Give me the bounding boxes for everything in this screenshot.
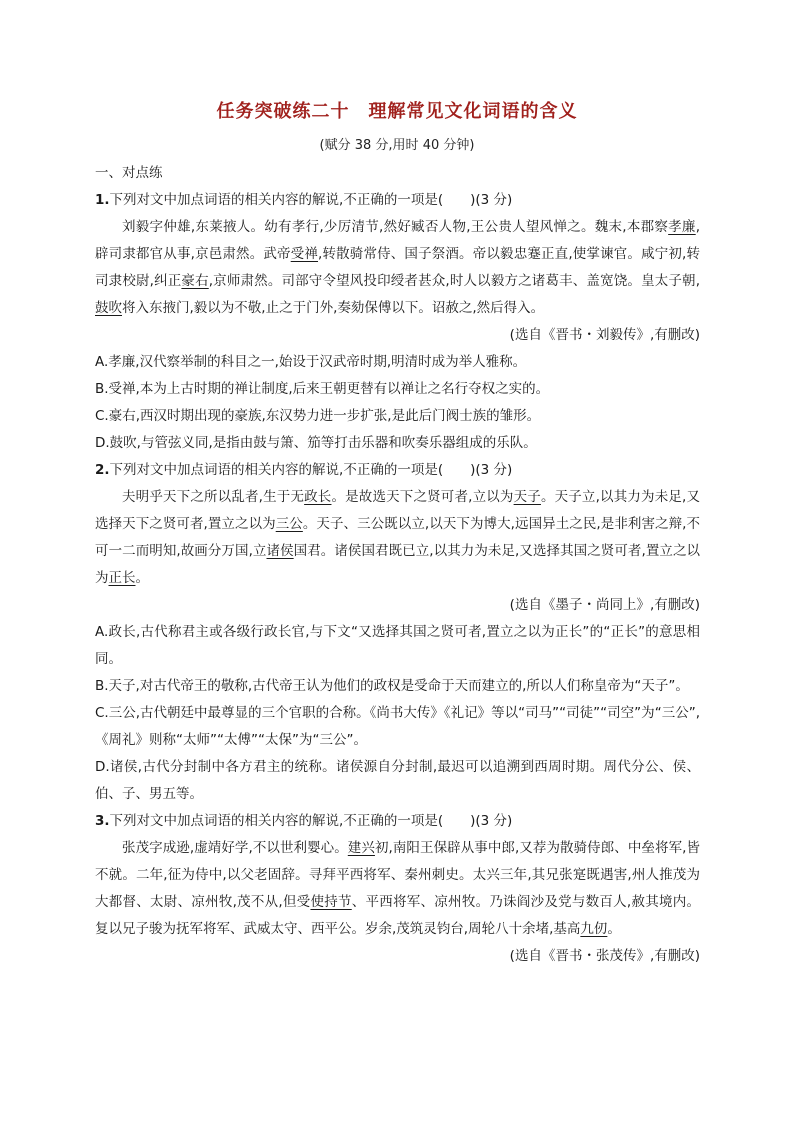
underlined-term: 受禅 [290, 246, 319, 262]
passage-text: 张茂字成逊,虚靖好学,不以世利婴心。 [122, 840, 348, 856]
question-stem-text: 下列对文中加点词语的相关内容的解说,不正确的一项是( )(3 分) [109, 813, 513, 829]
underlined-term: 建兴 [347, 840, 375, 856]
passage-text: ,京师肃然。司部守令望风投印绶者甚众,时人以毅方之诸葛丰、盖宽饶。皇太子朝, [208, 273, 701, 289]
question-stem-text: 下列对文中加点词语的相关内容的解说,不正确的一项是( )(3 分) [109, 192, 513, 208]
option-b: B.天子,对古代帝王的敬称,古代帝王认为他们的政权是受命于天而建立的,所以人们称皇帝为“天子”。 [95, 678, 689, 694]
source-citation: (选自《晋书・刘毅传》,有删改) [509, 327, 700, 343]
source-citation: (选自《墨子・尚同上》,有删改) [509, 597, 700, 613]
underlined-term: 天子 [513, 489, 541, 505]
source-citation: (选自《晋书・张茂传》,有删改) [509, 948, 700, 964]
question-stem [95, 457, 700, 484]
option-d: D.诸侯,古代分封制中各方君主的统称。诸侯源自分封制,最迟可以追溯到西周时期。周代分公、侯、伯、子、男五等。 [95, 759, 700, 802]
page-title: 任务突破练二十 理解常见文化词语的含义 [216, 101, 578, 122]
underlined-term: 使持节 [310, 894, 352, 910]
passage-text: 夫明乎天下之所以乱者,生于无 [122, 489, 305, 505]
option-c: C.三公,古代朝廷中最尊显的三个官职的合称。《尚书大传》《礼记》等以“司马”“司徒”“司空”为“三公”,《周礼》则称“太师”“太傅”“太保”为“三公”。 [95, 705, 700, 748]
question-2 [95, 457, 700, 808]
content [95, 160, 700, 970]
question-stem [95, 187, 700, 214]
section-heading: 一、对点练 [95, 165, 163, 181]
underlined-term: 鼓吹 [95, 300, 122, 316]
passage [95, 835, 700, 943]
underlined-term: 豪右 [181, 273, 209, 289]
passage-text: ,辟司隶都官从事,京邑肃然。武帝 [95, 219, 700, 262]
page-subtitle: (赋分 38 分,用时 40 分钟) [319, 138, 475, 153]
option-b: B.受禅,本为上古时期的禅让制度,后来王朝更替有以禅让之名行夺权之实的。 [95, 381, 550, 397]
question-stem-text: 下列对文中加点词语的相关内容的解说,不正确的一项是( )(3 分) [109, 462, 513, 478]
passage [95, 484, 700, 592]
underlined-term: 三公 [275, 516, 303, 532]
passage-text: 、平西将军、凉州牧。乃诛阎沙及党与数百人,赦其境内。复以兄子骏为抚军将军、武威太守、西平公。岁余,茂筑灵钧台,周轮八十余堵,基高 [95, 894, 700, 937]
passage-text: 初,南阳王保辟从事中郎,又荐为散骑侍郎、中垒将军,皆不就。二年,征为侍中,以父老固辞。寻拜平西将军、秦州刺史。太兴三年,其兄张寔既遇害,州人推茂为大都督、太尉、凉州牧,茂不从,但受 [95, 840, 700, 910]
option-c: C.豪右,西汉时期出现的豪族,东汉势力进一步扩张,是此后门阀士族的雏形。 [95, 408, 541, 424]
question-1 [95, 187, 700, 457]
passage-text: 。 [135, 570, 149, 586]
passage-text: 。是故选天下之贤可者,立以为 [331, 489, 514, 505]
question-stem [95, 808, 700, 835]
underlined-term: 孝廉 [668, 219, 696, 235]
passage-text: 刘毅字仲雄,东莱掖人。幼有孝行,少厉清节,然好臧否人物,王公贵人望风惮之。魏末,本郡察 [122, 219, 669, 235]
passage-text: 。天子、三公既以立,以天下为博大,远国异土之民,是非利害之辩,不可一二而明知,故画分万国,立 [95, 516, 701, 559]
passage [95, 214, 700, 322]
passage-text: 。 [607, 921, 621, 937]
passage-text: ,转散骑常侍、国子祭酒。帝以毅忠蹇正直,使掌谏官。咸宁初,转司隶校尉,纠正 [95, 246, 701, 289]
passage-text: 国君。诸侯国君既已立,以其力为未足,又选择其国之贤可者,置立之以为 [95, 543, 701, 586]
question-number: 1. [95, 192, 110, 208]
option-a: A.政长,古代称君主或各级行政长官,与下文“又选择其国之贤可者,置立之以为正长”的“正长”的意思相同。 [95, 624, 700, 667]
underlined-term: 九仞 [580, 921, 608, 937]
underlined-term: 诸侯 [266, 543, 294, 559]
question-3 [95, 808, 700, 970]
question-number: 2. [95, 462, 110, 478]
underlined-term: 政长 [304, 489, 332, 505]
question-number: 3. [95, 813, 110, 829]
passage-text: 。天子立,以其力为未足,又选择天下之贤可者,置立之以为 [95, 489, 701, 532]
option-d: D.鼓吹,与管弦义同,是指由鼓与箫、笳等打击乐器和吹奏乐器组成的乐队。 [95, 435, 537, 451]
question-list [95, 187, 700, 970]
passage-text: 将入东掖门,毅以为不敬,止之于门外,奏劾保傅以下。诏赦之,然后得入。 [122, 300, 545, 316]
underlined-term: 正长 [108, 570, 136, 586]
option-a: A.孝廉,汉代察举制的科目之一,始设于汉武帝时期,明清时成为举人雅称。 [95, 354, 527, 370]
